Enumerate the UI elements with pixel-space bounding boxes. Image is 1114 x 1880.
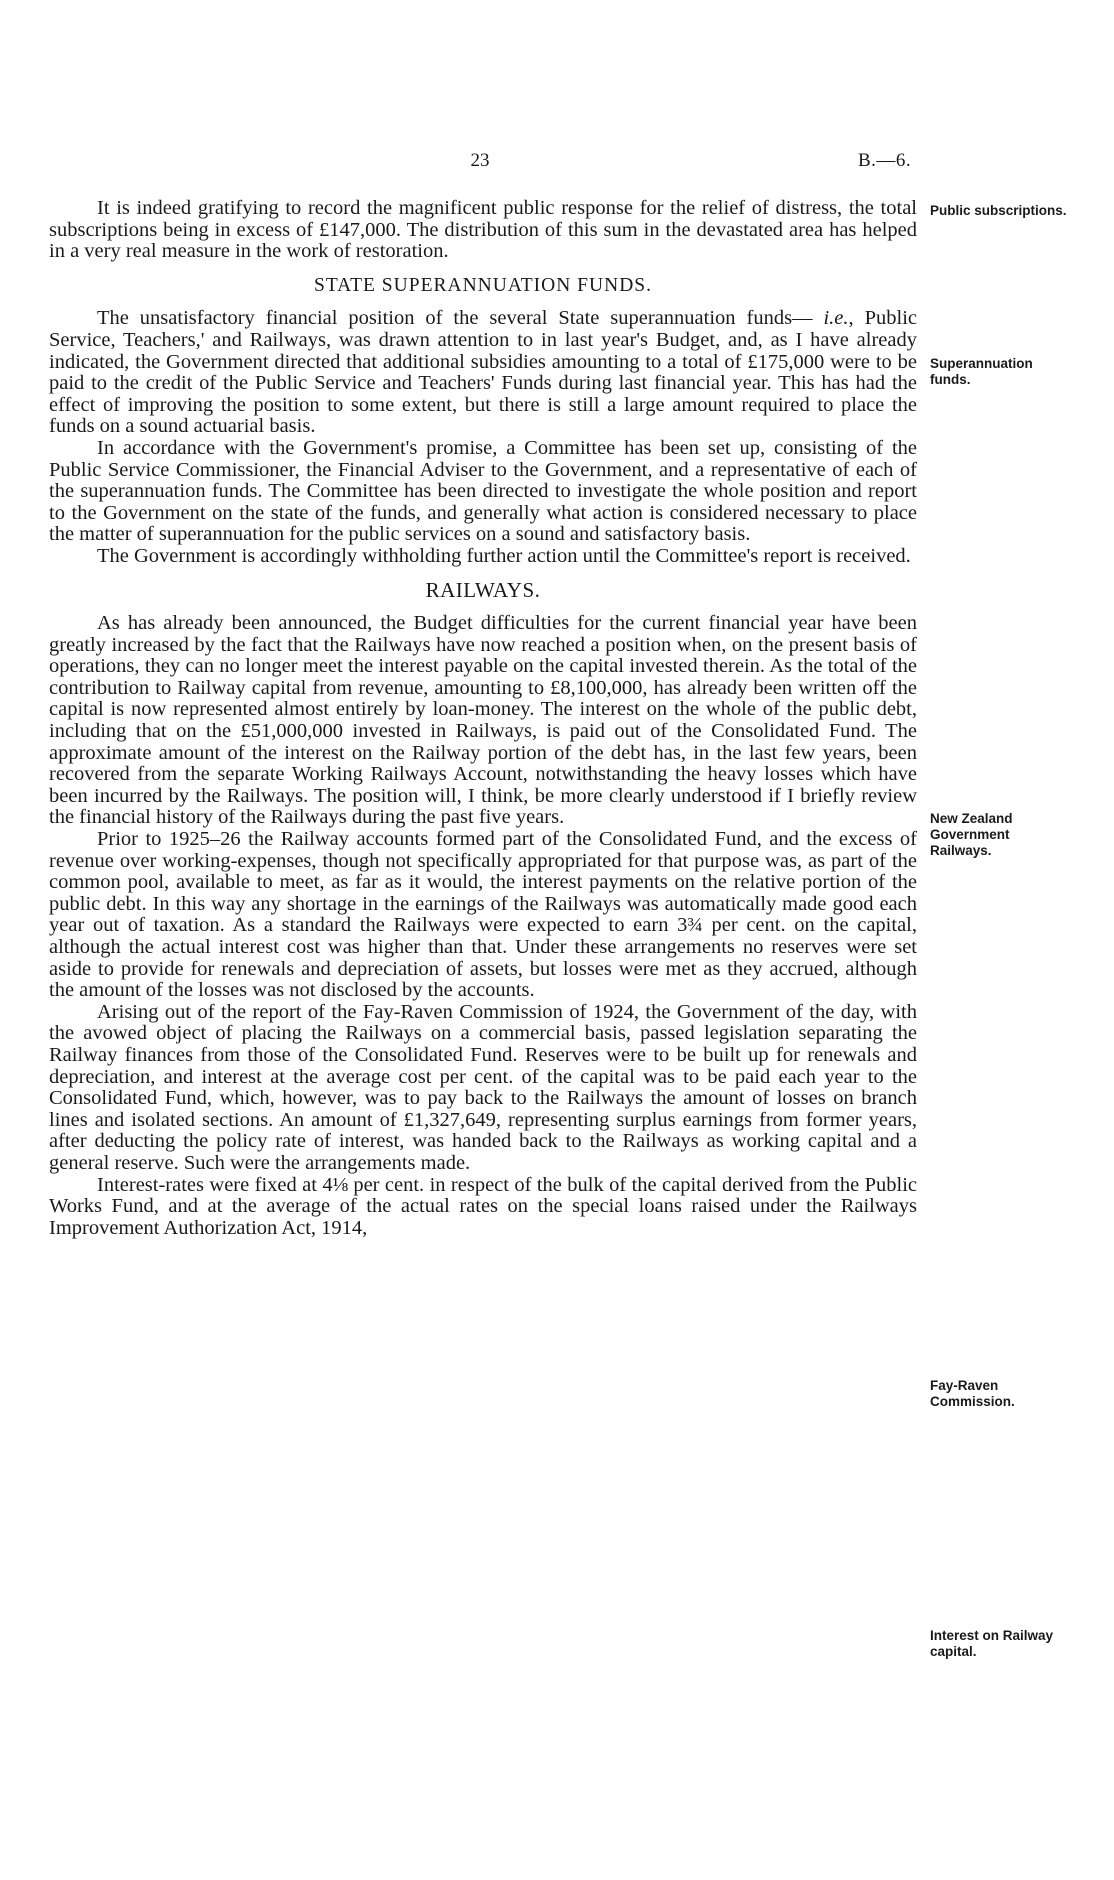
- margin-note-interest-on-railway-capital: Interest on Railway capital.: [930, 1628, 1054, 1659]
- body-text-column: [49, 198, 917, 1239]
- margin-note-nz-government-railways: New Zealand Government Railways.: [930, 811, 1013, 858]
- paragraph-fay-raven: Arising out of the report of the Fay-Raven Commission of 1924, the Government of the day, with the avowed object of placing the Railways on a commercial basis, passed legislation separating the Railway finances from those of the Consolidated Fund. Reserves were to be built up for renewals and depreciation, and interest at the average cost per cent. of the capital was to be paid each year to the Consolidated Fund, which, however, was to pay back to the Railways the amount of losses on branch lines and isolated sections. An amount of £1,327,649, representing surplus earnings from former years, after deducting the policy rate of interest, was handed back to the Railways as working capital and a general reserve. Such were the arrangements made.: [49, 1000, 917, 1174]
- paragraph-interest-rates: Interest-rates were fixed at 4⅛ per cent. in respect of the bulk of the capital derived from the Public Works Fund, and at the average of the actual rates on the special loans raised under the Railways Improvement Authorization Act, 1914,: [49, 1173, 917, 1239]
- paragraph-text-part: The unsatisfactory financial position of the several State superannuation funds—: [97, 307, 824, 330]
- paragraph-budget-difficulties: As has already been announced, the Budget difficulties for the current financial year have been greatly increased by the fact that the Railways have now reached a position when, on the present basis of operations, they can no longer meet the interest payable on the capital invested therein. As the total of the contribution to Railway capital from revenue, amounting to £8,100,000, has already been written off the capital is now represented almost entirely by loan-money. The interest on the whole of the public debt, including that on the £51,000,000 invested in Railways, is paid out of the Consolidated Fund. The approximate amount of the interest on the Railway portion of the debt has, in the last few years, been recovered from the separate Working Railways Account, notwithstanding the heavy losses which have been incurred by the Railways. The position will, I think, be more clearly understood if I briefly review the financial history of the Railways during the past five years.: [49, 612, 917, 829]
- paragraph-public-subscriptions: It is indeed gratifying to record the magnificent public response for the relief of distress, the total subscriptions being in excess of £147,000. The distribution of this sum in the devastated area has helped in a very real measure in the work of restoration.: [49, 197, 917, 263]
- paragraph-committee: In accordance with the Government's promise, a Committee has been set up, consisting of the Public Service Commissioner, the Financial Adviser to the Government, and a representative of each of the superannuation funds. The Committee has been directed to investigate the whole position and report to the Government on the state of the funds, and generally what action is considered necessary to place the matter of superannuation for the public services on a sound and satisfactory basis.: [49, 436, 917, 546]
- heading-state-superannuation-funds: STATE SUPERANNUATION FUNDS.: [313, 274, 652, 296]
- paragraph-withholding-action: The Government is accordingly withholding further action until the Committee's report is received.: [97, 544, 911, 567]
- paragraph-superannuation-position: [49, 308, 917, 438]
- document-reference: B.—6.: [858, 150, 912, 171]
- paragraph-prior-1925: Prior to 1925–26 the Railway accounts formed part of the Consolidated Fund, and the excess of revenue over working-expenses, though not specifically appropriated for that purpose was, as part of the common pool, available to meet, as far as it would, the interest payments on the relative portion of the public debt. In this way any shortage in the earnings of the Railways was automatically made good each year out of taxation. As a standard the Railways were expected to earn 3¾ per cent. on the capital, although the actual interest cost was higher than that. Under these arrangements no reserves were set aside to provide for renewals and depreciation of assets, but losses were met as they accrued, although the amount of the losses was not disclosed by the accounts.: [49, 828, 917, 1002]
- heading-railways: RAILWAYS.: [425, 577, 541, 602]
- margin-note-fay-raven-commission: Fay-Raven Commission.: [930, 1378, 1015, 1409]
- margin-note-superannuation-funds: Superannuation funds.: [930, 356, 1033, 387]
- italic-ie: i.e.: [823, 307, 849, 330]
- margin-note-public-subscriptions: Public subscriptions.: [930, 203, 1067, 218]
- page-number: 23: [470, 150, 490, 171]
- paragraph-text-part: , Public Service, Teachers,' and Railways, was drawn attention to in last year's Budget, and, as I have already indicated, the Government directed that additional subsidies amounting to a total of £175,000 were to be paid to the credit of the Public Service and Teachers' Funds during last financial year. This has had the effect of improving the position to some extent, but there is still a large amount required to place the funds on a sound actuarial basis.: [49, 307, 917, 438]
